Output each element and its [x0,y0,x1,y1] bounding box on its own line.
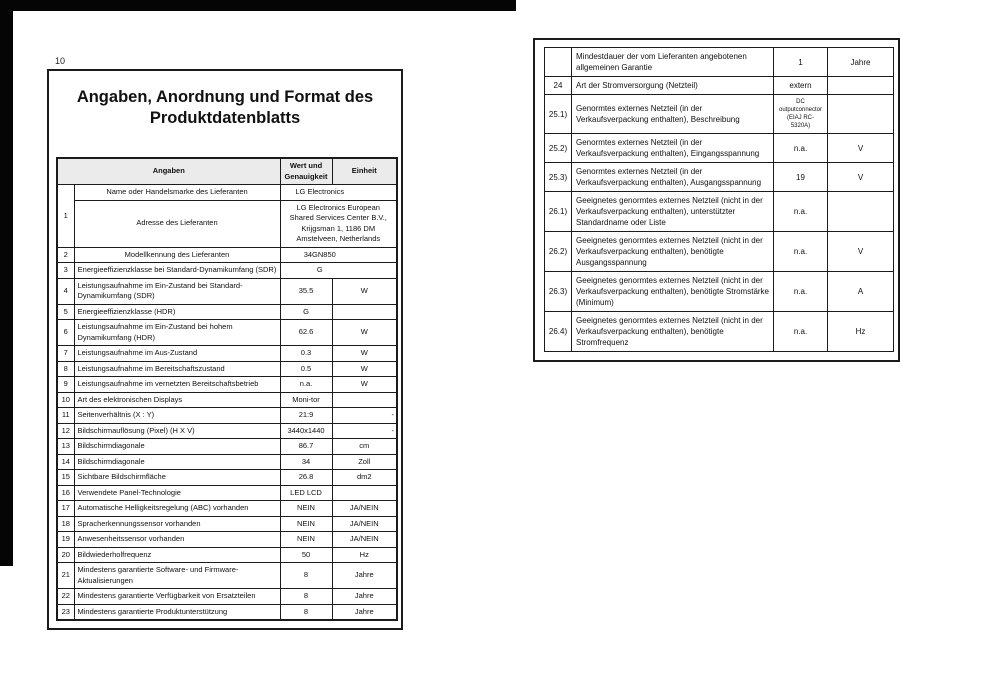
row-value: 86.7 [280,439,332,455]
table-row [545,95,894,134]
page-title [60,87,390,129]
table-row [57,589,397,605]
scan-edge-top [0,0,516,11]
row-unit: - [332,408,397,424]
table-row [57,485,397,501]
scan-edge-left [0,0,13,566]
row-value: 62.6 [280,320,332,346]
header-einheit: Einheit [332,158,397,185]
row-value: 35.5 [280,278,332,304]
row-number: 22 [57,589,74,605]
row-label: Mindestens garantierte Produktunterstützung [74,604,280,620]
row-value: 8 [280,563,332,589]
row-label: Automatische Helligkeitsregelung (ABC) vorhanden [74,501,280,517]
row-unit: JA/NEIN [332,501,397,517]
row-label: Sichtbare Bildschirmfläche [74,470,280,486]
row-number: 11 [57,408,74,424]
table-row [57,320,397,346]
row-label: Genormtes externes Netzteil (in der Verkaufsverpackung enthalten), Ausgangsspannung [572,163,774,192]
row-number: 2 [57,247,74,263]
row-label: Verwendete Panel-Technologie [74,485,280,501]
table-row [57,532,397,548]
table-row [57,346,397,362]
row-unit [828,192,894,232]
row-label: Genormtes externes Netzteil (in der Verkaufsverpackung enthalten), Eingangsspannung [572,134,774,163]
row-label: Geeignetes genormtes externes Netzteil (nicht in der Verkaufsverpackung enthalten), benötigte Ausgangsspannung [572,232,774,272]
row-number: 25.3) [545,163,572,192]
header-wert-und-genauigkeit: Wert und Genauigkeit [280,158,332,185]
row-number: 26.3) [545,272,572,312]
row-unit: Jahre [332,563,397,589]
row-label: Bildschirmauflösung (Pixel) (H X V) [74,423,280,439]
right-page-frame [533,38,900,362]
row-label: Geeignetes genormtes externes Netzteil (nicht in der Verkaufsverpackung enthalten), benötigte Stromstärke (Minimum) [572,272,774,312]
row-value: NEIN [280,516,332,532]
product-datasheet-table-continued [544,47,894,352]
row-value: n.a. [774,312,828,352]
row-value: 1 [774,48,828,77]
row-label: Anwesenheitssensor vorhanden [74,532,280,548]
table-row [545,163,894,192]
table-row [57,501,397,517]
row-label: Mindestdauer der vom Lieferanten angebotenen allgemeinen Garantie [572,48,774,77]
row-unit: Hz [332,547,397,563]
row-label: Leistungsaufnahme im vernetzten Bereitschaftsbetrieb [74,377,280,393]
row-number: 5 [57,304,74,320]
row-value: LG Electronics [280,185,397,201]
row-number: 23 [57,604,74,620]
row-unit: W [332,320,397,346]
table-row [57,247,397,263]
row-value: 19 [774,163,828,192]
row-value: Moni-tor [280,392,332,408]
table-row [57,563,397,589]
row-number: 8 [57,361,74,377]
row-label: Modellkennung des Lieferanten [74,247,280,263]
row-number: 25.1) [545,95,572,134]
row-number: 25.2) [545,134,572,163]
row-value: 8 [280,589,332,605]
row-number: 4 [57,278,74,304]
row-number: 26.4) [545,312,572,352]
row-value: LED LCD [280,485,332,501]
row-value: 50 [280,547,332,563]
row-value: n.a. [774,272,828,312]
row-label: Geeignetes genormtes externes Netzteil (nicht in der Verkaufsverpackung enthalten), unterstützter Standardname oder Liste [572,192,774,232]
row-label: Bildschirmdiagonale [74,454,280,470]
row-value: 0.3 [280,346,332,362]
table-row [57,516,397,532]
row-value: NEIN [280,532,332,548]
row-number: 26.2) [545,232,572,272]
row-number: 16 [57,485,74,501]
row-value: LG Electronics European Shared Services Center B.V., Krijgsman 1, 1186 DM Amstelveen, Netherlands [280,200,397,247]
table-row [57,304,397,320]
row-number: 10 [57,392,74,408]
row-label: Bildschirmdiagonale [74,439,280,455]
row-value: 34GN850 [280,247,397,263]
row-unit: W [332,377,397,393]
row-unit [332,485,397,501]
row-unit: JA/NEIN [332,532,397,548]
left-page-frame [47,69,403,630]
row-label: Seitenverhältnis (X : Y) [74,408,280,424]
row-label: Energieeffizienzklasse bei Standard-Dynamikumfang (SDR) [74,263,280,279]
row-number: 13 [57,439,74,455]
row-unit [828,95,894,134]
table-header-row [57,158,397,185]
page-title-line2: Produktdatenblatts [149,109,301,127]
row-number: 1 [57,185,74,248]
row-number: 14 [57,454,74,470]
table-row [545,192,894,232]
row-value: 34 [280,454,332,470]
row-unit: V [828,163,894,192]
row-label: Energieeffizienzklasse (HDR) [74,304,280,320]
header-angaben: Angaben [57,158,280,185]
row-value: 3440x1440 [280,423,332,439]
row-unit [828,77,894,95]
table-row [57,439,397,455]
row-unit [332,392,397,408]
table-row [57,547,397,563]
row-value: DC outputconnector (EIAJ RC-5320A) [774,95,828,134]
table-row [57,263,397,279]
product-datasheet-table [56,157,398,621]
table-row [57,470,397,486]
row-unit: dm2 [332,470,397,486]
row-value: extern [774,77,828,95]
row-value: 21:9 [280,408,332,424]
row-unit [332,304,397,320]
table-row [57,377,397,393]
row-label: Art der Stromversorgung (Netzteil) [572,77,774,95]
row-value: 0.5 [280,361,332,377]
row-value: n.a. [774,192,828,232]
table-row [57,361,397,377]
row-label: Spracherkennungssensor vorhanden [74,516,280,532]
row-number: 26.1) [545,192,572,232]
table-row [545,134,894,163]
page-title-line1: Angaben, Anordnung und Format des [76,88,374,106]
row-unit: W [332,346,397,362]
row-label: Mindestens garantierte Verfügbarkeit von Ersatzteilen [74,589,280,605]
table-row [57,423,397,439]
row-unit: Jahre [828,48,894,77]
page-number: 10 [55,56,66,66]
row-value: NEIN [280,501,332,517]
row-number: 9 [57,377,74,393]
table-row [57,200,397,247]
row-value: n.a. [280,377,332,393]
row-label: Mindestens garantierte Software- und Firmware-Aktualisierungen [74,563,280,589]
row-number: 7 [57,346,74,362]
row-number: 12 [57,423,74,439]
table-row [57,408,397,424]
row-number: 24 [545,77,572,95]
row-number: 15 [57,470,74,486]
row-label: Leistungsaufnahme im Ein-Zustand bei hohem Dynamikumfang (HDR) [74,320,280,346]
row-label: Leistungsaufnahme im Aus-Zustand [74,346,280,362]
row-value: 8 [280,604,332,620]
row-unit: cm [332,439,397,455]
row-value: G [280,304,332,320]
table-row [545,232,894,272]
row-label: Leistungsaufnahme im Ein-Zustand bei Standard-Dynamikumfang (SDR) [74,278,280,304]
table-row [545,272,894,312]
row-unit: Hz [828,312,894,352]
row-value: G [280,263,397,279]
row-label: Art des elektronischen Displays [74,392,280,408]
row-label: Bildwiederholfrequenz [74,547,280,563]
row-number: 6 [57,320,74,346]
row-number: 21 [57,563,74,589]
table-row [545,77,894,95]
table-row [57,604,397,620]
row-label: Name oder Handelsmarke des Lieferanten [74,185,280,201]
row-unit: Jahre [332,604,397,620]
row-label: Leistungsaufnahme im Bereitschaftszustand [74,361,280,377]
row-label: Adresse des Lieferanten [74,200,280,247]
row-label: Genormtes externes Netzteil (in der Verkaufsverpackung enthalten), Beschreibung [572,95,774,134]
row-number: 3 [57,263,74,279]
row-number: 20 [57,547,74,563]
table-row [545,48,894,77]
row-number [545,48,572,77]
row-unit: Zoll [332,454,397,470]
table-row [57,392,397,408]
row-value: 26.8 [280,470,332,486]
table-row [57,185,397,201]
row-number: 18 [57,516,74,532]
row-label: Geeignetes genormtes externes Netzteil (nicht in der Verkaufsverpackung enthalten), benötigte Stromfrequenz [572,312,774,352]
row-number: 19 [57,532,74,548]
row-number: 17 [57,501,74,517]
row-unit: W [332,278,397,304]
row-value: n.a. [774,232,828,272]
row-unit: - [332,423,397,439]
row-unit: JA/NEIN [332,516,397,532]
row-unit: W [332,361,397,377]
row-unit: V [828,134,894,163]
row-unit: A [828,272,894,312]
table-row [57,278,397,304]
row-unit: V [828,232,894,272]
row-value: n.a. [774,134,828,163]
table-row [57,454,397,470]
row-unit: Jahre [332,589,397,605]
table-row [545,312,894,352]
